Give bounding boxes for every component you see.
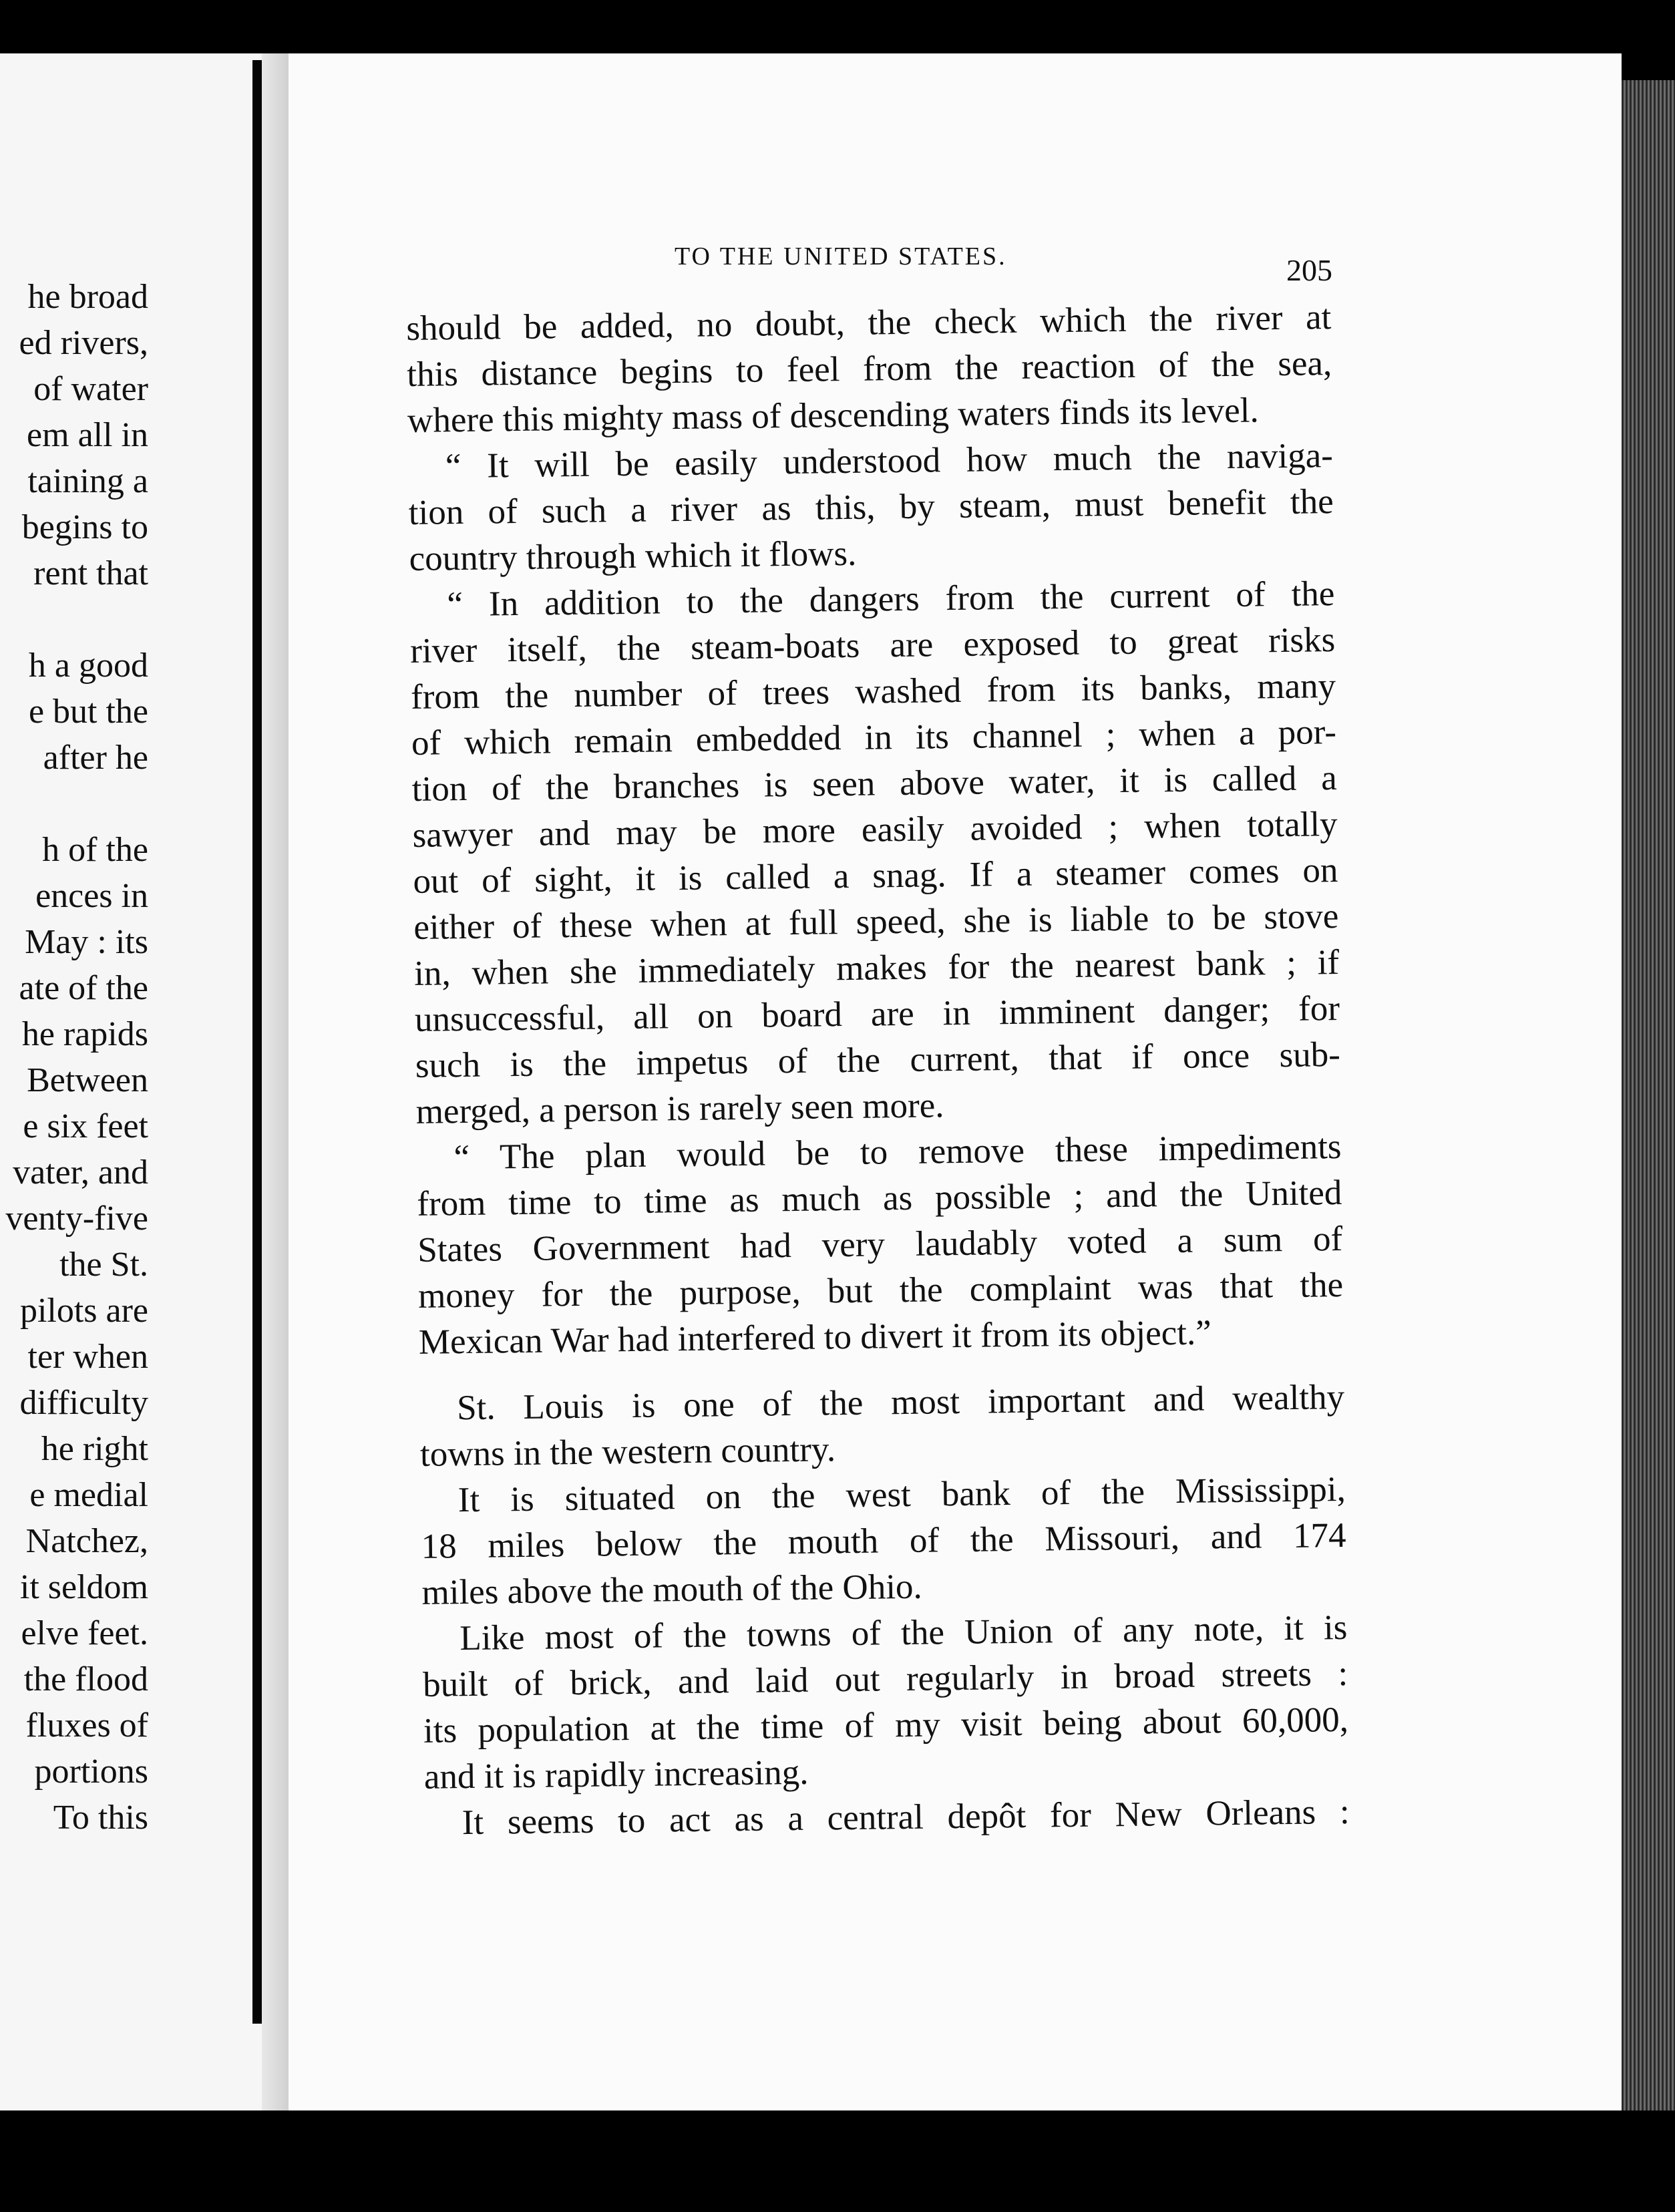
left-page-line: vater, and (13, 1153, 148, 1191)
text-line: such is the impetus of the current, that if once sub- (415, 1035, 1341, 1085)
text-line: miles above the mouth of the Ohio. (421, 1567, 923, 1612)
text-line: money for the purpose, but the complaint was that the (417, 1265, 1344, 1316)
left-page-line: Between (27, 1061, 148, 1099)
left-page-line: after he (43, 739, 148, 777)
text-line: out of sight, it is called a snag. If a steamer comes on (413, 851, 1338, 901)
text-line: 18 miles below the mouth of the Missouri, and 174 (421, 1515, 1346, 1566)
text-line: unsuccessful, all on board are in imminent danger; for (414, 989, 1340, 1039)
left-page-line: the St. (59, 1246, 148, 1284)
left-page-text (0, 53, 148, 2137)
text-line: country through which it flows. (409, 534, 857, 578)
text-line: this distance begins to feel from the reaction of the sea, (406, 344, 1332, 394)
text-line: built of brick, and laid out regularly in broad streets : (422, 1654, 1348, 1704)
left-page-line: e but the (28, 693, 148, 731)
page-number: 205 (1286, 253, 1332, 287)
text-line: and it is rapidly increasing. (423, 1753, 809, 1797)
left-page-line: e medial (29, 1476, 148, 1514)
binding-shadow (262, 53, 289, 2137)
left-page-line: venty-five (5, 1200, 148, 1238)
left-page-line: of water (33, 370, 148, 408)
text-line: It seems to act as a central depôt for New Orleans : (461, 1792, 1350, 1843)
left-page-line: fluxes of (25, 1706, 148, 1744)
left-page-line: ences in (35, 877, 148, 915)
text-line: should be added, no doubt, the check which the river at (406, 298, 1332, 348)
left-page-line: portions (34, 1753, 148, 1791)
text-line: “ It will be easily understood how much the naviga- (445, 436, 1334, 486)
left-page-line: h a good (28, 647, 148, 685)
text-line: from time to time as much as possible ; and the United (417, 1173, 1342, 1224)
left-page-line: ter when (27, 1338, 148, 1376)
text-line: Like most of the towns of the Union of any note, it is (459, 1608, 1348, 1658)
text-line: towns in the western country. (419, 1430, 836, 1474)
text-line: in, when she immediately makes for the nearest bank ; if (413, 943, 1340, 993)
left-page-line: difficulty (19, 1384, 148, 1422)
book-gutter (252, 60, 262, 2024)
left-page-line: h of the (42, 831, 148, 869)
left-page-fragment (0, 53, 262, 2137)
left-page-line: elve feet. (21, 1614, 148, 1652)
text-line: tion of such a river as this, by steam, must benefit the (408, 482, 1334, 532)
text-line: “ The plan would be to remove these impediments (453, 1127, 1342, 1177)
text-line: from the number of trees washed from its banks, many (410, 667, 1336, 717)
body-text (406, 295, 1350, 1847)
text-line: It is situated on the west bank of the Mississippi, (457, 1469, 1346, 1520)
text-line: “ In addition to the dangers from the current of the (447, 574, 1335, 624)
text-line: St. Louis is one of the most important and wealthy (456, 1377, 1345, 1428)
left-page-line: Natchez, (25, 1522, 148, 1560)
text-line: Mexican War had interfered to divert it from its object.” (418, 1313, 1212, 1362)
left-page-line: To this (53, 1799, 148, 1837)
text-line: merged, a person is rarely seen more. (415, 1086, 944, 1131)
text-line: States Government had very laudably voted a sum of (417, 1219, 1343, 1270)
text-line: tion of the branches is seen above water, it is called a (411, 759, 1338, 809)
scan-bottom-border (0, 2110, 1675, 2212)
left-page-line: e six feet (23, 1107, 148, 1145)
left-page-line: May : its (25, 923, 148, 961)
left-page-line: rent that (33, 554, 148, 592)
text-line: where this mighty mass of descending waters finds its level. (407, 391, 1260, 440)
left-page-line: ed rivers, (19, 324, 148, 362)
left-page-line: it seldom (19, 1568, 148, 1606)
left-page-line: em all in (27, 416, 148, 454)
left-page-line: taining a (27, 462, 148, 500)
left-page-line: pilots are (19, 1292, 148, 1330)
left-page-line: he right (41, 1430, 148, 1468)
text-line: either of these when at full speed, she is liable to be stove (413, 897, 1339, 947)
running-head: TO THE UNITED STATES. (675, 242, 1007, 270)
text-line: river itself, the steam-boats are exposed to great risks (409, 620, 1336, 671)
left-page-line: he broad (27, 278, 148, 316)
page-edges (1622, 80, 1675, 2124)
left-page-line: he rapids (21, 1015, 148, 1053)
left-page-line: ate of the (19, 969, 148, 1007)
left-page-line: the flood (23, 1660, 148, 1698)
text-line: its population at the time of my visit being about 60,000, (423, 1700, 1349, 1750)
left-page-line: begins to (21, 508, 148, 546)
text-line: of which remain embedded in its channel ; when a por- (411, 713, 1337, 763)
text-line: sawyer and may be more easily avoided ; when totally (412, 805, 1338, 855)
